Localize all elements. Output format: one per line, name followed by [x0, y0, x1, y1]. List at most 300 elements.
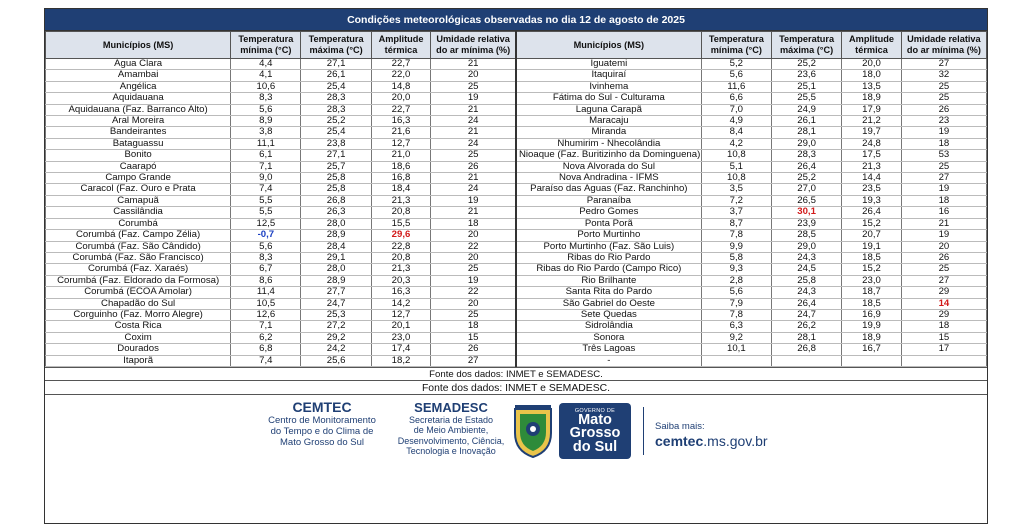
table-body: [46, 59, 987, 367]
right-municipio-cell: Porto Murtinho: [516, 230, 701, 241]
governo-name-2: Grosso: [569, 425, 621, 442]
table-row: [46, 138, 987, 149]
left-tmin-cell: 6,2: [231, 332, 301, 343]
left-umidade-cell: 24: [431, 116, 516, 127]
left-tmin-cell: 5,6: [231, 241, 301, 252]
right-umidade-cell: 27: [901, 173, 986, 184]
right-tmin-cell: 9,3: [701, 264, 771, 275]
right-tmax-cell: 28,3: [771, 150, 841, 161]
left-amplitude-cell: 21,3: [371, 264, 431, 275]
left-tmin-cell: 10,5: [231, 298, 301, 309]
left-tmin-cell: 11,4: [231, 287, 301, 298]
left-tmax-cell: 27,2: [301, 321, 371, 332]
right-tmax-cell: 24,9: [771, 104, 841, 115]
left-umidade-cell: 26: [431, 161, 516, 172]
right-tmax-cell: 26,2: [771, 321, 841, 332]
right-umidade-cell: 15: [901, 332, 986, 343]
left-municipio-cell: Aral Moreira: [46, 116, 231, 127]
table-row: [46, 195, 987, 206]
left-tmax-cell: 26,8: [301, 195, 371, 206]
left-umidade-cell: 21: [431, 207, 516, 218]
right-municipio-cell: Sidrolândia: [516, 321, 701, 332]
right-tmax-cell: 25,1: [771, 81, 841, 92]
left-umidade-cell: 21: [431, 173, 516, 184]
left-amplitude-cell: 20,1: [371, 321, 431, 332]
left-tmin-cell: 6,8: [231, 344, 301, 355]
header-tmax-left: Temperatura máxima (°C): [301, 32, 371, 59]
right-amplitude-cell: 21,2: [842, 116, 902, 127]
right-amplitude-cell: 14,4: [842, 173, 902, 184]
left-tmin-cell: 7,1: [231, 161, 301, 172]
right-tmin-cell: 8,7: [701, 218, 771, 229]
left-tmax-cell: 26,3: [301, 207, 371, 218]
left-amplitude-cell: 17,4: [371, 344, 431, 355]
semadesc-subtitle-1: Secretaria de Estado: [408, 414, 494, 425]
header-umidade-left: Umidade relativa do ar mínima (%): [431, 32, 516, 59]
weather-table: [45, 31, 987, 367]
semadesc-subtitle-2: de Meio Ambiente,: [413, 425, 489, 436]
right-umidade-cell: 19: [901, 230, 986, 241]
left-umidade-cell: 19: [431, 275, 516, 286]
source-line-large: Fonte dos dados: INMET e SEMADESC.: [45, 380, 987, 395]
right-tmin-cell: [701, 355, 771, 366]
left-tmax-cell: 25,4: [301, 127, 371, 138]
left-municipio-cell: Água Clara: [46, 59, 231, 70]
saiba-mais-label: Saiba mais:: [655, 420, 705, 432]
left-municipio-cell: Corumbá (ECOA Amolar): [46, 287, 231, 298]
right-tmax-cell: 24,7: [771, 309, 841, 320]
governo-label: GOVERNO DE: [574, 407, 616, 414]
left-tmax-cell: 27,1: [301, 59, 371, 70]
right-umidade-cell: 14: [901, 298, 986, 309]
table-row: [46, 252, 987, 263]
right-municipio-cell: Santa Rita do Pardo: [516, 287, 701, 298]
right-tmax-cell: 26,8: [771, 344, 841, 355]
left-municipio-cell: Bataguassu: [46, 138, 231, 149]
table-row: [46, 93, 987, 104]
left-tmin-cell: 7,4: [231, 184, 301, 195]
table-row: [46, 70, 987, 81]
left-tmin-cell: 7,4: [231, 355, 301, 366]
right-tmin-cell: 10,8: [701, 173, 771, 184]
left-umidade-cell: 20: [431, 70, 516, 81]
website-link[interactable]: [655, 433, 768, 449]
right-amplitude-cell: 13,5: [842, 81, 902, 92]
right-tmin-cell: 7,9: [701, 298, 771, 309]
left-umidade-cell: 20: [431, 252, 516, 263]
left-tmin-cell: 3,8: [231, 127, 301, 138]
right-umidade-cell: 27: [901, 275, 986, 286]
left-municipio-cell: Caarapó: [46, 161, 231, 172]
right-tmax-cell: 28,5: [771, 230, 841, 241]
right-tmin-cell: 5,6: [701, 287, 771, 298]
left-umidade-cell: 21: [431, 59, 516, 70]
left-umidade-cell: 24: [431, 184, 516, 195]
right-municipio-cell: Três Lagoas: [516, 344, 701, 355]
right-amplitude-cell: 18,0: [842, 70, 902, 81]
right-tmin-cell: 9,9: [701, 241, 771, 252]
left-municipio-cell: Caracol (Faz. Ouro e Prata: [46, 184, 231, 195]
left-tmax-cell: 25,4: [301, 81, 371, 92]
table-row: [46, 59, 987, 70]
left-tmax-cell: 25,7: [301, 161, 371, 172]
right-tmin-cell: 10,1: [701, 344, 771, 355]
left-tmax-cell: 28,3: [301, 93, 371, 104]
left-umidade-cell: 21: [431, 104, 516, 115]
left-umidade-cell: 24: [431, 138, 516, 149]
right-tmax-cell: 24,3: [771, 252, 841, 263]
left-umidade-cell: 20: [431, 298, 516, 309]
table-row: [46, 264, 987, 275]
right-amplitude-cell: 16,7: [842, 344, 902, 355]
left-amplitude-cell: 18,6: [371, 161, 431, 172]
governo-logo: [559, 403, 631, 459]
table-row: [46, 150, 987, 161]
right-tmin-cell: 4,9: [701, 116, 771, 127]
report-frame: [44, 8, 988, 524]
left-municipio-cell: Coxim: [46, 332, 231, 343]
right-tmax-cell: 28,1: [771, 332, 841, 343]
right-amplitude-cell: 18,5: [842, 298, 902, 309]
right-tmax-cell: 26,4: [771, 298, 841, 309]
right-amplitude-cell: 15,2: [842, 218, 902, 229]
left-tmax-cell: 26,1: [301, 70, 371, 81]
table-row: [46, 298, 987, 309]
left-municipio-cell: Aquidauana (Faz. Barranco Alto): [46, 104, 231, 115]
left-umidade-cell: 27: [431, 355, 516, 366]
left-municipio-cell: Bonito: [46, 150, 231, 161]
left-municipio-cell: Dourados: [46, 344, 231, 355]
right-amplitude-cell: 16,9: [842, 309, 902, 320]
left-tmax-cell: 28,4: [301, 241, 371, 252]
right-municipio-cell: Sete Quedas: [516, 309, 701, 320]
right-umidade-cell: 17: [901, 344, 986, 355]
left-municipio-cell: Corumbá: [46, 218, 231, 229]
right-umidade-cell: 26: [901, 104, 986, 115]
right-umidade-cell: 19: [901, 184, 986, 195]
semadesc-subtitle-4: Tecnologia e Inovação: [406, 446, 496, 457]
left-amplitude-cell: 14,2: [371, 298, 431, 309]
right-tmax-cell: 26,4: [771, 161, 841, 172]
right-amplitude-cell: 23,0: [842, 275, 902, 286]
left-amplitude-cell: 20,3: [371, 275, 431, 286]
right-municipio-cell: São Gabriel do Oeste: [516, 298, 701, 309]
report-title: Condições meteorológicas observadas no dia 12 de agosto de 2025: [45, 9, 987, 31]
table-row: [46, 355, 987, 366]
right-amplitude-cell: 21,3: [842, 161, 902, 172]
right-umidade-cell: 20: [901, 241, 986, 252]
right-umidade-cell: 25: [901, 161, 986, 172]
left-umidade-cell: 25: [431, 150, 516, 161]
right-municipio-cell: Miranda: [516, 127, 701, 138]
header-umidade-right: Umidade relativa do ar mínima (%): [901, 32, 986, 59]
header-amplitude-left: Amplitude térmica: [371, 32, 431, 59]
right-tmin-cell: 4,2: [701, 138, 771, 149]
left-amplitude-cell: 16,8: [371, 173, 431, 184]
left-tmin-cell: 6,7: [231, 264, 301, 275]
right-umidade-cell: 26: [901, 252, 986, 263]
right-umidade-cell: 23: [901, 116, 986, 127]
left-tmin-cell: 8,6: [231, 275, 301, 286]
left-tmin-cell: 11,1: [231, 138, 301, 149]
left-municipio-cell: Angélica: [46, 81, 231, 92]
right-amplitude-cell: 20,0: [842, 59, 902, 70]
right-municipio-cell: Ivinhema: [516, 81, 701, 92]
right-municipio-cell: Ponta Porã: [516, 218, 701, 229]
left-umidade-cell: 18: [431, 218, 516, 229]
left-tmin-cell: 4,1: [231, 70, 301, 81]
header-municipios-right: Municípios (MS): [516, 32, 701, 59]
left-amplitude-cell: 29,6: [371, 230, 431, 241]
right-tmax-cell: 25,5: [771, 93, 841, 104]
right-amplitude-cell: 18,5: [842, 252, 902, 263]
right-municipio-cell: Porto Murtinho (Faz. São Luis): [516, 241, 701, 252]
semadesc-name: SEMADESC: [414, 399, 488, 415]
right-tmin-cell: 7,8: [701, 309, 771, 320]
table-row: [46, 218, 987, 229]
left-tmin-cell: 5,5: [231, 207, 301, 218]
left-municipio-cell: Campo Grande: [46, 173, 231, 184]
right-municipio-cell: Iguatemi: [516, 59, 701, 70]
left-municipio-cell: Bandeirantes: [46, 127, 231, 138]
left-tmax-cell: 25,8: [301, 184, 371, 195]
header-amplitude-right: Amplitude térmica: [842, 32, 902, 59]
left-municipio-cell: Camapuã: [46, 195, 231, 206]
left-tmax-cell: 24,7: [301, 298, 371, 309]
table-row: [46, 321, 987, 332]
left-umidade-cell: 22: [431, 287, 516, 298]
footer: [45, 395, 987, 467]
right-umidade-cell: 25: [901, 264, 986, 275]
left-amplitude-cell: 20,8: [371, 207, 431, 218]
left-amplitude-cell: 21,6: [371, 127, 431, 138]
right-amplitude-cell: 26,4: [842, 207, 902, 218]
right-tmin-cell: 11,6: [701, 81, 771, 92]
right-amplitude-cell: 18,9: [842, 332, 902, 343]
left-tmin-cell: 8,3: [231, 252, 301, 263]
right-umidade-cell: 25: [901, 93, 986, 104]
right-umidade-cell: 53: [901, 150, 986, 161]
left-municipio-cell: Corumbá (Faz. São Cândido): [46, 241, 231, 252]
right-amplitude-cell: 17,9: [842, 104, 902, 115]
right-tmax-cell: 29,0: [771, 138, 841, 149]
footer-divider: [643, 407, 644, 455]
left-amplitude-cell: 16,3: [371, 116, 431, 127]
right-tmin-cell: 7,0: [701, 104, 771, 115]
source-line: Fonte dos dados: INMET e SEMADESC.: [45, 367, 987, 380]
right-umidade-cell: 29: [901, 287, 986, 298]
right-umidade-cell: [901, 355, 986, 366]
left-amplitude-cell: 12,7: [371, 309, 431, 320]
left-municipio-cell: Costa Rica: [46, 321, 231, 332]
right-amplitude-cell: 23,5: [842, 184, 902, 195]
right-tmin-cell: 10,8: [701, 150, 771, 161]
right-municipio-cell: Paranaíba: [516, 195, 701, 206]
right-municipio-cell: Maracaju: [516, 116, 701, 127]
right-tmin-cell: 3,7: [701, 207, 771, 218]
left-tmin-cell: 8,3: [231, 93, 301, 104]
table-row: [46, 207, 987, 218]
left-tmin-cell: -0,7: [231, 230, 301, 241]
right-tmax-cell: 29,0: [771, 241, 841, 252]
right-tmin-cell: 7,2: [701, 195, 771, 206]
right-tmax-cell: 26,5: [771, 195, 841, 206]
left-amplitude-cell: 15,5: [371, 218, 431, 229]
left-umidade-cell: 26: [431, 344, 516, 355]
right-umidade-cell: 18: [901, 195, 986, 206]
state-crest-icon: [511, 403, 555, 459]
right-tmax-cell: 26,1: [771, 116, 841, 127]
table-row: [46, 116, 987, 127]
left-tmax-cell: 25,2: [301, 116, 371, 127]
right-tmax-cell: 23,9: [771, 218, 841, 229]
left-amplitude-cell: 22,0: [371, 70, 431, 81]
left-amplitude-cell: 16,3: [371, 287, 431, 298]
left-tmax-cell: 24,2: [301, 344, 371, 355]
right-tmin-cell: 2,8: [701, 275, 771, 286]
table-header-row: [46, 32, 987, 59]
right-tmax-cell: 28,1: [771, 127, 841, 138]
right-municipio-cell: Pedro Gomes: [516, 207, 701, 218]
table-row: [46, 230, 987, 241]
left-tmax-cell: 27,7: [301, 287, 371, 298]
left-tmin-cell: 12,6: [231, 309, 301, 320]
left-amplitude-cell: 21,3: [371, 195, 431, 206]
left-tmax-cell: 25,6: [301, 355, 371, 366]
left-tmin-cell: 4,4: [231, 59, 301, 70]
right-municipio-cell: Itaquiraí: [516, 70, 701, 81]
right-umidade-cell: 32: [901, 70, 986, 81]
left-umidade-cell: 21: [431, 127, 516, 138]
left-tmax-cell: 28,0: [301, 264, 371, 275]
left-tmin-cell: 9,0: [231, 173, 301, 184]
right-tmax-cell: 24,3: [771, 287, 841, 298]
left-tmin-cell: 6,1: [231, 150, 301, 161]
left-umidade-cell: 19: [431, 195, 516, 206]
left-tmin-cell: 5,6: [231, 104, 301, 115]
left-umidade-cell: 22: [431, 241, 516, 252]
table-row: [46, 81, 987, 92]
right-umidade-cell: 18: [901, 321, 986, 332]
right-tmin-cell: 9,2: [701, 332, 771, 343]
left-tmin-cell: 8,9: [231, 116, 301, 127]
left-tmin-cell: 5,5: [231, 195, 301, 206]
left-tmax-cell: 29,1: [301, 252, 371, 263]
left-amplitude-cell: 23,0: [371, 332, 431, 343]
left-amplitude-cell: 22,7: [371, 104, 431, 115]
right-tmin-cell: 6,6: [701, 93, 771, 104]
right-umidade-cell: 19: [901, 127, 986, 138]
left-tmax-cell: 27,1: [301, 150, 371, 161]
left-municipio-cell: Chapadão do Sul: [46, 298, 231, 309]
table-row: [46, 173, 987, 184]
right-amplitude-cell: 18,9: [842, 93, 902, 104]
left-tmax-cell: 28,0: [301, 218, 371, 229]
header-tmax-right: Temperatura máxima (°C): [771, 32, 841, 59]
right-municipio-cell: Nhumirim - Nhecolândia: [516, 138, 701, 149]
right-amplitude-cell: 17,5: [842, 150, 902, 161]
left-amplitude-cell: 22,7: [371, 59, 431, 70]
right-amplitude-cell: 19,1: [842, 241, 902, 252]
left-municipio-cell: Amambai: [46, 70, 231, 81]
left-amplitude-cell: 20,8: [371, 252, 431, 263]
left-tmax-cell: 25,8: [301, 173, 371, 184]
right-municipio-cell: Fátima do Sul - Culturama: [516, 93, 701, 104]
left-amplitude-cell: 21,0: [371, 150, 431, 161]
table-row: [46, 104, 987, 115]
right-amplitude-cell: 19,9: [842, 321, 902, 332]
right-municipio-cell: Laguna Carapã: [516, 104, 701, 115]
left-umidade-cell: 18: [431, 321, 516, 332]
right-amplitude-cell: 24,8: [842, 138, 902, 149]
right-municipio-cell: Ribas do Rio Pardo (Campo Rico): [516, 264, 701, 275]
left-umidade-cell: 25: [431, 81, 516, 92]
right-umidade-cell: 29: [901, 309, 986, 320]
left-tmin-cell: 7,1: [231, 321, 301, 332]
left-umidade-cell: 20: [431, 230, 516, 241]
left-tmax-cell: 25,3: [301, 309, 371, 320]
right-amplitude-cell: 18,7: [842, 287, 902, 298]
header-municipios-left: Municípios (MS): [46, 32, 231, 59]
right-municipio-cell: Nova Alvorada do Sul: [516, 161, 701, 172]
table-row: [46, 344, 987, 355]
left-amplitude-cell: 12,7: [371, 138, 431, 149]
left-amplitude-cell: 22,8: [371, 241, 431, 252]
header-tmin-left: Temperatura mínima (°C): [231, 32, 301, 59]
semadesc-subtitle-3: Desenvolvimento, Ciência,: [397, 435, 505, 446]
right-amplitude-cell: 15,2: [842, 264, 902, 275]
left-municipio-cell: Corguinho (Faz. Morro Alegre): [46, 309, 231, 320]
header-tmin-right: Temperatura mínima (°C): [701, 32, 771, 59]
right-tmin-cell: 3,5: [701, 184, 771, 195]
right-umidade-cell: 18: [901, 138, 986, 149]
right-umidade-cell: 21: [901, 218, 986, 229]
right-tmin-cell: 5,6: [701, 70, 771, 81]
cemtec-subtitle-3: Mato Grosso do Sul: [280, 436, 364, 448]
right-amplitude-cell: 19,3: [842, 195, 902, 206]
table-row: [46, 332, 987, 343]
cemtec-subtitle-1: Centro de Monitoramento: [268, 414, 376, 426]
right-tmax-cell: 25,8: [771, 275, 841, 286]
right-tmax-cell: 23,6: [771, 70, 841, 81]
cemtec-name: CEMTEC: [292, 398, 352, 415]
left-tmax-cell: 28,3: [301, 104, 371, 115]
table-row: [46, 161, 987, 172]
right-umidade-cell: 16: [901, 207, 986, 218]
right-tmax-cell: 27,0: [771, 184, 841, 195]
left-municipio-cell: Corumbá (Faz. Xaraés): [46, 264, 231, 275]
semadesc-logo: [397, 400, 505, 457]
right-amplitude-cell: 19,7: [842, 127, 902, 138]
right-municipio-cell: Ribas do Rio Pardo: [516, 252, 701, 263]
right-tmax-cell: [771, 355, 841, 366]
right-tmin-cell: 8,4: [701, 127, 771, 138]
right-municipio-cell: Nova Andradina - IFMS: [516, 173, 701, 184]
right-municipio-cell: Nioaque (Faz. Buritizinho da Dominguena): [516, 150, 701, 161]
left-umidade-cell: 25: [431, 264, 516, 275]
left-municipio-cell: Corumbá (Faz. Campo Zélia): [46, 230, 231, 241]
right-amplitude-cell: 20,7: [842, 230, 902, 241]
cemtec-subtitle-2: do Tempo e do Clima de: [270, 425, 374, 437]
right-tmin-cell: 6,3: [701, 321, 771, 332]
right-tmax-cell: 25,2: [771, 59, 841, 70]
left-municipio-cell: Itaporã: [46, 355, 231, 366]
left-tmin-cell: 12,5: [231, 218, 301, 229]
right-tmax-cell: 24,5: [771, 264, 841, 275]
right-tmax-cell: 25,2: [771, 173, 841, 184]
left-umidade-cell: 15: [431, 332, 516, 343]
website-bold: cemtec: [655, 432, 704, 449]
